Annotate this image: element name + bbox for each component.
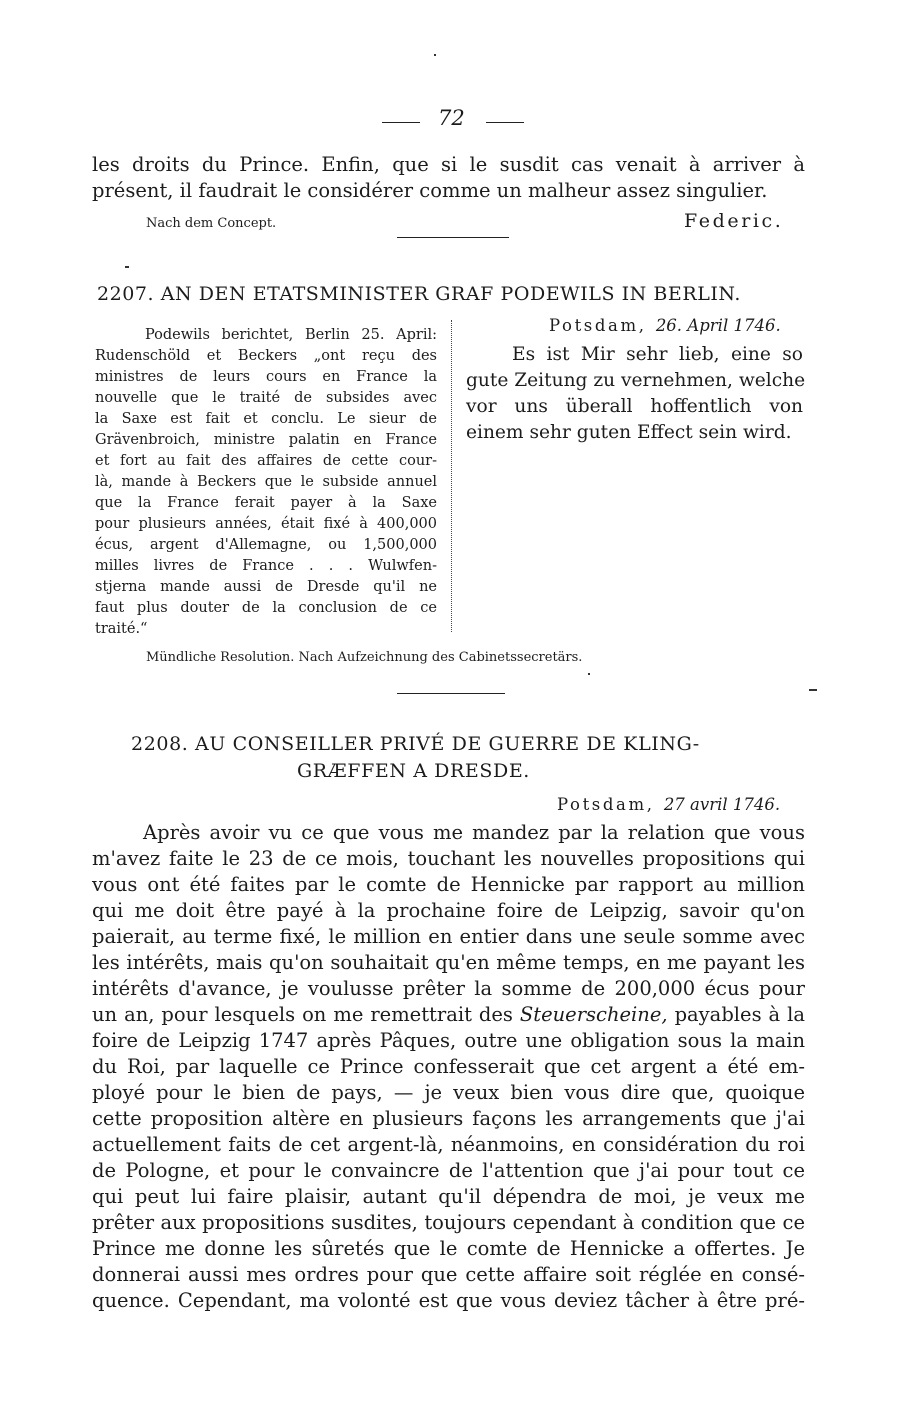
body-line: les intérêts, mais qu'on souhaitait qu'en même temps, en me payant les — [92, 951, 805, 974]
body-line: m'avez faite le 23 de ce mois, touchant les nouvelles propositions qui — [92, 847, 805, 870]
summary-line: Grävenbroich, ministre palatin en France — [95, 432, 437, 448]
body-line: paierait, au terme fixé, le million en entier dans une seule somme avec — [92, 925, 805, 948]
summary-line: pour plusieurs années, était fixé à 400,000 — [95, 516, 437, 532]
section-divider — [397, 237, 509, 238]
body-line: gute Zeitung zu vernehmen, welche — [466, 370, 806, 391]
dateline — [549, 316, 781, 335]
dateline-place: Potsdam, — [549, 316, 647, 335]
body-line-start: un an, pour lesquels on me remettrait des — [92, 1003, 513, 1026]
prev-letter-line: présent, il faudrait le considérer comme un malheur assez singulier. — [92, 179, 768, 202]
source-note: Mündliche Resolution. Nach Aufzeichnung des Cabinetssecretärs. — [146, 650, 583, 665]
section-divider — [397, 693, 505, 694]
letter-heading: 2207. AN DEN ETATSMINISTER GRAF PODEWILS IN BERLIN. — [97, 283, 741, 305]
body-line: ployé pour le bien de pays, — je veux bien vous dire que, quoique — [92, 1081, 805, 1104]
body-line: cette proposition altère en plusieurs façons les arrangements que j'ai — [92, 1107, 805, 1130]
summary-line: Podewils berichtet, Berlin 25. April: — [145, 327, 437, 343]
page-number: 72 — [438, 106, 465, 130]
body-line: foire de Leipzig 1747 après Pâques, outre une obligation sous la main — [92, 1029, 805, 1052]
summary-line: écus, argent d'Allemagne, ou 1,500,000 — [95, 537, 437, 553]
body-line-with-italic — [92, 1002, 805, 1028]
page-speck — [809, 689, 817, 691]
page-speck — [125, 266, 129, 268]
dateline-date: 26. April 1746. — [655, 316, 781, 335]
summary-line: Rudenschöld et Beckers „ont reçu des — [95, 348, 437, 364]
body-line: vous ont été faites par le comte de Hennicke par rapport au million — [92, 873, 805, 896]
letter-heading-continued: GRÆFFEN A DRESDE. — [297, 760, 530, 782]
letter-heading: 2208. AU CONSEILLER PRIVÉ DE GUERRE DE KLING- — [131, 733, 700, 755]
summary-line: ministres de leurs cours en France la — [95, 369, 437, 385]
summary-line: que la France ferait payer à la Saxe — [95, 495, 437, 511]
body-line: qui me doit être payé à la prochaine foire de Leipzig, savoir qu'on — [92, 899, 805, 922]
summary-line: et fort au fait des affaires de cette cour- — [95, 453, 437, 469]
body-line: qui peut lui faire plaisir, autant qu'il dépendra de moi, je veux me — [92, 1185, 805, 1208]
dateline — [557, 795, 780, 814]
prev-letter-line: les droits du Prince. Enfin, que si le susdit cas venait à arriver à — [92, 153, 805, 176]
dateline-place: Potsdam, — [557, 795, 655, 814]
body-line: einem sehr guten Effect sein wird. — [466, 422, 792, 443]
summary-line: traité.“ — [95, 621, 148, 637]
summary-line: milles livres de France . . . Wulwfen- — [95, 558, 437, 574]
page-speck — [588, 673, 590, 675]
body-line: intérêts d'avance, je voulusse prêter la somme de 200,000 écus pour — [92, 977, 805, 1000]
column-divider — [451, 320, 452, 632]
body-line: vor uns überall hoffentlich von — [466, 396, 803, 417]
body-line: actuellement faits de cet argent-là, néanmoins, en considération du roi — [92, 1133, 805, 1156]
body-line: donnerai aussi mes ordres pour que cette affaire soit réglée en consé- — [92, 1263, 805, 1286]
source-note: Nach dem Concept. — [146, 216, 277, 231]
summary-line: là, mande à Beckers que le subside annuel — [95, 474, 437, 490]
body-line: de Pologne, et pour le convaincre de l'attention que j'ai pour tout ce — [92, 1159, 805, 1182]
body-line-tail: payables à la — [674, 1003, 805, 1026]
body-line: Après avoir vu ce que vous me mandez par la relation que vous — [143, 821, 805, 844]
summary-line: faut plus douter de la conclusion de ce — [95, 600, 437, 616]
page-number-rule-right — [486, 122, 524, 123]
signature: Federic. — [684, 210, 784, 232]
italic-term: Steuerscheine, — [519, 1003, 668, 1026]
page-number-rule-left — [382, 122, 420, 123]
body-line: Prince me donne les sûretés que le comte de Hennicke a offertes. Je — [92, 1237, 805, 1260]
dateline-date: 27 avril 1746. — [663, 795, 781, 814]
body-line: quence. Cependant, ma volonté est que vous deviez tâcher à être pré- — [92, 1289, 805, 1312]
body-line: Es ist Mir sehr lieb, eine so — [512, 344, 803, 365]
summary-line: nouvelle que le traité de subsides avec — [95, 390, 437, 406]
summary-line: la Saxe est fait et conclu. Le sieur de — [95, 411, 437, 427]
page-speck — [434, 54, 436, 56]
body-line: du Roi, par laquelle ce Prince confesserait que cet argent a été em- — [92, 1055, 805, 1078]
summary-line: stjerna mande aussi de Dresde qu'il ne — [95, 579, 437, 595]
body-line: prêter aux propositions susdites, toujours cependant à condition que ce — [92, 1211, 805, 1234]
